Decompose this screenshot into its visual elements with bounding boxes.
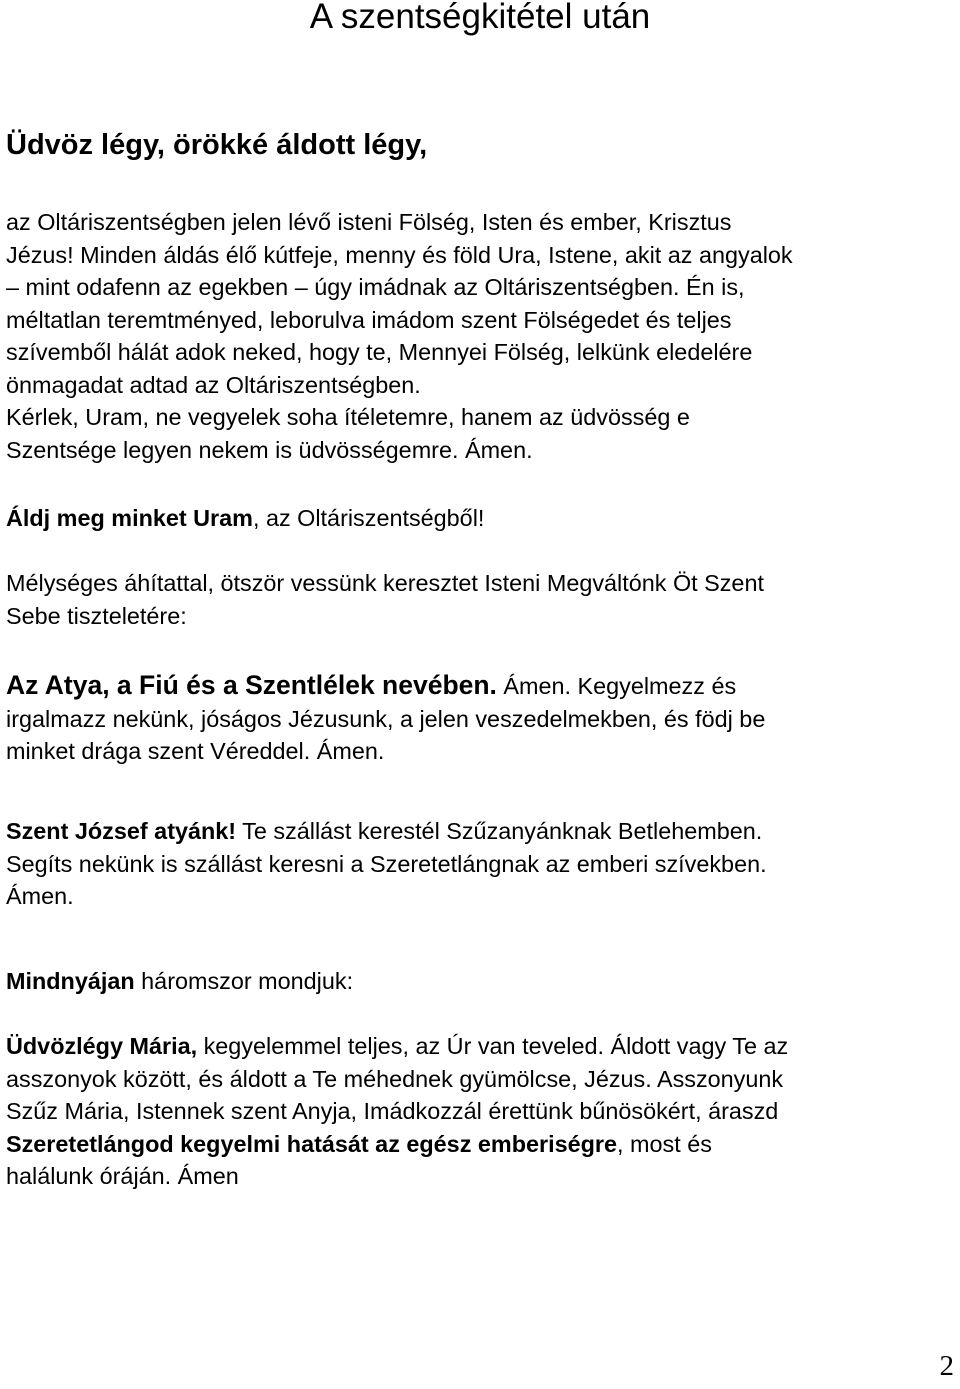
bold-text: Áldj meg minket Uram (6, 505, 253, 531)
text-line: Segíts nekünk is szállást keresni a Szeretetlángnak az emberi szívekben. (6, 850, 767, 877)
bold-text: Szeretetlángod kegyelmi hatását az egész emberiségre (6, 1130, 618, 1157)
text-span: kegyelemmel teljes, az Úr van teveled. Áldott vagy Te az (197, 1033, 789, 1059)
text-line: önmagadat adtad az Oltáriszentségben. (6, 371, 421, 398)
hail-mary-paragraph (6, 1030, 950, 1193)
text-line (6, 965, 950, 998)
text-line: Ámen. (6, 883, 74, 909)
text-line: Kérlek, Uram, ne vegyelek soha ítéletemre, hanem az üdvösség e (6, 404, 690, 430)
page-number: 2 (939, 1350, 954, 1382)
instruction-paragraph (6, 567, 950, 632)
text-line: irgalmazz nekünk, jóságos Jézusunk, a jelen veszedelmekben, és födj be (6, 705, 766, 732)
text-span: , az Oltáriszentségből! (252, 505, 485, 531)
prayer-heading: Üdvöz légy, örökké áldott légy, (6, 129, 428, 161)
text-line: Mélységes áhítattal, ötször vessünk keresztet Isteni Megváltónk Öt Szent (6, 570, 764, 596)
bold-text: Mindnyájan (6, 968, 135, 994)
text-line (6, 1030, 950, 1063)
prayer-paragraph-main (6, 206, 950, 466)
text-line (6, 502, 950, 535)
bold-text: Az Atya, a Fiú és a Szentlélek nevében. (6, 670, 497, 700)
bold-text: Szent József atyánk! (6, 818, 237, 844)
blessing-line (6, 502, 950, 535)
text-line: Jézus! Minden áldás élő kútfeje, menny és föld Ura, Istene, akit az angyalok (6, 241, 793, 268)
together-line (6, 965, 950, 998)
page-title: A szentségkitétel után (309, 0, 651, 36)
text-line: Szűz Mária, Istennek szent Anyja, Imádkozzál érettünk bűnösökért, áraszd (6, 1098, 779, 1124)
text-line: minket drága szent Véreddel. Ámen. (6, 738, 385, 764)
text-line: az Oltáriszentségben jelen lévő isteni Fölség, Isten és ember, Krisztus (6, 209, 732, 235)
text-line: Szentsége legyen nekem is üdvösségemre. Ámen. (6, 436, 533, 463)
text-span: , most és (617, 1130, 712, 1157)
text-span: háromszor mondjuk: (134, 968, 354, 994)
text-line (6, 1128, 950, 1161)
text-line: szívemből hálát adok neked, hogy te, Mennyei Fölség, lelkünk eledelére (6, 339, 753, 365)
text-line (6, 815, 950, 848)
text-span: Ámen. Kegyelmezz és (496, 673, 737, 699)
bold-text: Üdvözlégy Mária, (6, 1033, 198, 1059)
text-line (6, 669, 950, 703)
text-line: – mint odafenn az egekben – úgy imádnak az Oltáriszentségben. Én is, (6, 274, 745, 300)
text-span: Te szállást kerestél Szűzanyánknak Betlehemben. (236, 818, 763, 844)
text-line: halálunk óráján. Ámen (6, 1163, 239, 1189)
joseph-paragraph (6, 815, 950, 913)
mercy-paragraph (6, 669, 950, 768)
text-line: Sebe tiszteletére: (6, 602, 187, 629)
text-line: asszonyok között, és áldott a Te méhednek gyümölcse, Jézus. Asszonyunk (6, 1065, 784, 1092)
text-line: méltatlan teremtményed, leborulva imádom szent Fölségedet és teljes (6, 306, 732, 333)
